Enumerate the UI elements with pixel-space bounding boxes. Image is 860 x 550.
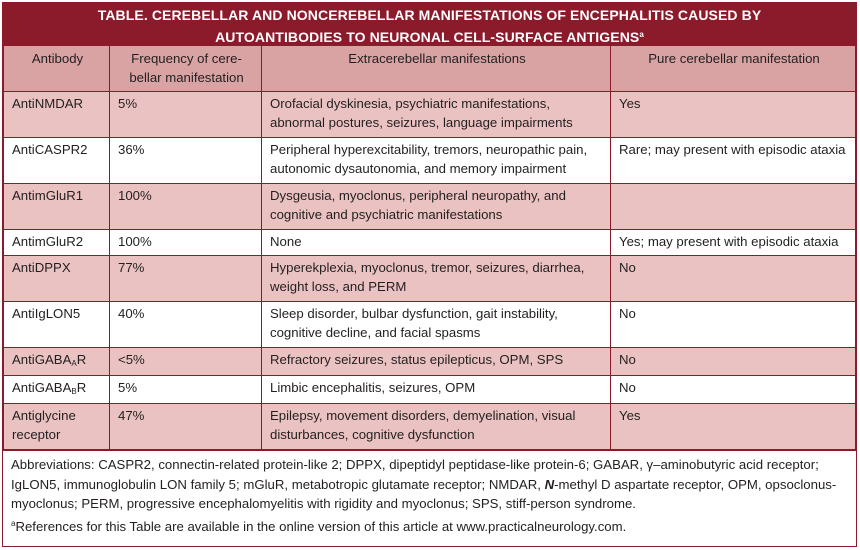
cell-antibody: AntimGluR2	[4, 230, 110, 256]
cell-frequency: 100%	[110, 184, 262, 230]
cell-antibody: AntiGABA$_B$R	[4, 376, 110, 404]
cell-pure: No	[611, 256, 856, 302]
table-footnotes	[3, 450, 856, 536]
cell-antibody: AntiCASPR2	[4, 138, 110, 184]
cell-frequency: 100%	[110, 230, 262, 256]
cell-pure: No	[611, 348, 856, 376]
cell-pure: No	[611, 376, 856, 404]
manifestations-table	[2, 2, 857, 547]
abbreviations-note: Abbreviations: CASPR2, connectin-related protein-like 2; DPPX, dipeptidyl peptidase-like protein-6; GABAR, γ–aminobutyric acid receptor; IgLON5, immunoglobulin LON family 5; mGluR, metabotropic glutamate receptor; NMDAR, N-methyl D aspartate receptor, OPM, opsoclonus-myoclonus; PERM, progressive encephalomyelitis with rigidity and myoclonus; SPS, stiff-person syndrome.	[11, 457, 837, 511]
title-footnote-marker: a	[639, 30, 644, 39]
table-row	[4, 302, 856, 348]
cell-frequency: 77%	[110, 256, 262, 302]
cell-antibody: Antiglycine receptor	[4, 404, 110, 450]
cell-extracerebellar: Dysgeusia, myoclonus, peripheral neuropathy, and cognitive and psychiatric manifestations	[262, 184, 611, 230]
table-row	[4, 348, 856, 376]
cell-extracerebellar: None	[262, 230, 611, 256]
header-extracerebellar: Extracerebellar manifestations	[262, 46, 611, 92]
table-row	[4, 376, 856, 404]
references-note: $^a$References for this Table are available in the online version of this article at www.practicalneurology.com.	[11, 518, 627, 534]
header-pure-cerebellar: Pure cerebellar manifestation	[611, 46, 856, 92]
cell-extracerebellar: Limbic encephalitis, seizures, OPM	[262, 376, 611, 404]
table-title	[3, 3, 856, 45]
cell-antibody: AntiIgLON5	[4, 302, 110, 348]
cell-frequency: 5%	[110, 376, 262, 404]
cell-pure: No	[611, 302, 856, 348]
cell-pure: Yes	[611, 404, 856, 450]
cell-antibody: AntimGluR1	[4, 184, 110, 230]
table-row	[4, 184, 856, 230]
table-title-line2: AUTOANTIBODIES TO NEURONAL CELL-SURFACE ANTIGENS$^a$	[215, 29, 644, 45]
table-row	[4, 138, 856, 184]
data-table	[3, 45, 856, 450]
cell-frequency: 47%	[110, 404, 262, 450]
table-row	[4, 256, 856, 302]
table-row	[4, 404, 856, 450]
cell-extracerebellar: Hyperekplexia, myoclonus, tremor, seizures, diarrhea, weight loss, and PERM	[262, 256, 611, 302]
cell-pure: Rare; may present with episodic ataxia	[611, 138, 856, 184]
cell-pure	[611, 184, 856, 230]
table-row	[4, 230, 856, 256]
table-title-line1: TABLE. CEREBELLAR AND NONCEREBELLAR MANIFESTATIONS OF ENCEPHALITIS CAUSED BY	[97, 7, 762, 23]
header-row	[4, 46, 856, 92]
cell-antibody: AntiDPPX	[4, 256, 110, 302]
cell-extracerebellar: Refractory seizures, status epilepticus, OPM, SPS	[262, 348, 611, 376]
cell-antibody: AntiNMDAR	[4, 92, 110, 138]
cell-pure: Yes; may present with episodic ataxia	[611, 230, 856, 256]
cell-antibody: AntiGABA$_A$R	[4, 348, 110, 376]
cell-extracerebellar: Sleep disorder, bulbar dysfunction, gait instability, cognitive decline, and facial spasms	[262, 302, 611, 348]
cell-frequency: 36%	[110, 138, 262, 184]
header-antibody: Antibody	[4, 46, 110, 92]
cell-frequency: 5%	[110, 92, 262, 138]
cell-pure: Yes	[611, 92, 856, 138]
cell-extracerebellar: Epilepsy, movement disorders, demyelination, visual disturbances, cognitive dysfunction	[262, 404, 611, 450]
cell-frequency: <5%	[110, 348, 262, 376]
cell-frequency: 40%	[110, 302, 262, 348]
cell-extracerebellar: Orofacial dyskinesia, psychiatric manifestations, abnormal postures, seizures, language impairments	[262, 92, 611, 138]
header-frequency: Frequency of cere- bellar manifestation	[110, 46, 262, 92]
table-row	[4, 92, 856, 138]
cell-extracerebellar: Peripheral hyperexcitability, tremors, neuropathic pain, autonomic dysautonomia, and memory impairment	[262, 138, 611, 184]
